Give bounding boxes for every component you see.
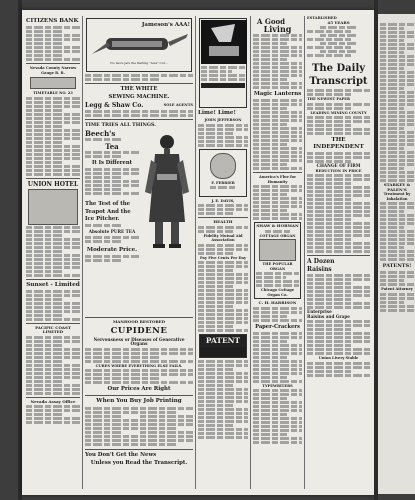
test-line1: The Test of the	[85, 201, 131, 207]
column-rule	[82, 16, 83, 489]
timetable-heading: TIMETABLE NO. 23	[33, 91, 73, 95]
railroad-heading: Nevada County Narrow Gauge R. R.	[29, 66, 77, 75]
treatment-heading: Treatment by Inhalation	[383, 192, 411, 201]
cupidene-heading: CUPIDENE	[110, 325, 168, 336]
cures-heading: CURES WHERE EVERYTHING ELSE FAILS.	[95, 363, 183, 368]
train-engraving	[30, 77, 76, 89]
phonograph-advert	[199, 18, 247, 108]
column-1	[26, 16, 80, 490]
column-rule	[195, 16, 196, 489]
bank-title: CITIZENS BANK	[26, 18, 79, 24]
column-4	[253, 16, 302, 490]
newest-heading: THE NEWEST PAPER	[307, 97, 351, 101]
test-line2: Teapot And the	[85, 209, 131, 215]
prices-heading: Our Prices Are Right	[107, 386, 171, 392]
pacific-heading: PACIFIC COAST LIMITED	[35, 324, 71, 334]
machine-line1: THE WHITE	[120, 86, 158, 92]
times-heading: TIME TRIES ALL THINGS.	[85, 122, 156, 128]
raisins-heading: Raisins	[307, 266, 332, 273]
transcript-heading: Transcript	[309, 76, 368, 87]
magic-heading: Magic Lanterns	[253, 91, 302, 97]
shaw-heading: SHAW & HOBMAN	[256, 223, 299, 228]
job-printing-heading: When You Buy Job Printing	[96, 398, 182, 404]
advert-tagline: No more jars the Darling "AAA" Cut...	[110, 61, 168, 65]
moderate-price: Moderate Price.	[86, 246, 138, 253]
advert-title: Jameson's AAA!	[141, 22, 190, 28]
america-heading: America's Flue for Humanity	[259, 175, 296, 184]
fidelity-heading: Fidelity Mutual Aid Association	[203, 233, 243, 242]
health-heading: HEALTH	[213, 219, 233, 224]
news-line1: You Don't Get the News	[85, 452, 157, 458]
legg-shaw: Legg & Shaw Co.	[85, 102, 144, 109]
independent-heading: THE INDEPENDENT	[313, 137, 364, 150]
newspaper-page	[22, 10, 374, 495]
organ-advert	[254, 222, 301, 299]
lime-heading: Lime! Lime!	[198, 110, 236, 116]
news-line2: Unless you Read the Transcript.	[90, 460, 188, 466]
chinese-figure-illustration	[143, 130, 191, 252]
years-label: 45 YEARS	[327, 19, 350, 25]
popular-heading: THE POPULAR ORGAN	[262, 262, 293, 271]
organ-image	[259, 239, 296, 261]
leading-heading: LEADING MINING COUNTY	[310, 110, 367, 115]
union-heading: Union Livery Stable	[318, 356, 359, 360]
column-rule	[250, 16, 251, 489]
machine-line2: SEWING MACHINE.	[108, 94, 170, 100]
dozen-heading: A Dozen	[307, 258, 335, 265]
manhood-heading: MANHOOD RESTORED	[112, 319, 166, 324]
portrait-image	[210, 153, 236, 179]
starkey-heading: STARKEY & PALEN'S	[383, 182, 411, 192]
enterprise-heading: Enterprise	[307, 309, 332, 314]
column-2	[85, 16, 193, 490]
column-3	[198, 16, 248, 490]
column-5	[307, 16, 370, 490]
absolute-tea: Absolute PURE TEA	[88, 229, 136, 234]
column-rule	[304, 16, 305, 489]
different-heading: It Is Different	[91, 160, 132, 166]
patents-heading: PATENTS!	[382, 263, 412, 269]
cottage-heading: COTTAGE ORGAN	[259, 233, 296, 238]
facing-page	[378, 14, 415, 494]
ferrier-name: F. FERRIER	[211, 180, 235, 185]
good-heading: A Good	[257, 17, 286, 26]
sole-agents: SOLE AGENTS	[163, 103, 193, 108]
grape-heading: Raisins and Grape	[307, 313, 350, 319]
beech-heading: Beech's	[85, 129, 116, 138]
hotel-heading: UNION HOTEL	[27, 180, 79, 188]
daily-heading: The Daily	[311, 63, 366, 74]
mason-name: J. E. DAVIS,	[211, 198, 235, 203]
change-heading: CHANGE OF FIRM	[316, 163, 361, 168]
knife-illustration	[88, 30, 192, 60]
patent-label: PATENT	[200, 335, 246, 347]
living-heading: Living	[263, 24, 292, 34]
typewriters-heading: TYPEWRITERS	[262, 383, 293, 388]
column-6	[380, 22, 414, 494]
tea-heading: Tea	[105, 142, 119, 151]
attorney-heading: Patent Attorney	[381, 287, 413, 291]
nerve-heading: Nervousness or Diseases of Generative Organs	[93, 336, 185, 346]
established-label: ESTABLISHED	[307, 16, 337, 20]
dahl-name: JOHN JEFFERSON	[204, 118, 242, 122]
harrison-heading: C. H. HARRISON	[258, 300, 297, 305]
patent-block	[199, 334, 247, 358]
hotel-engraving	[28, 189, 78, 225]
paper-heading: Paper-Crackers	[255, 323, 300, 330]
knife-advert	[86, 18, 192, 72]
reduction-heading: REDUCTION IN PRICE	[315, 168, 362, 173]
pays-heading: Pay Five Cents Per Day	[199, 255, 247, 260]
sunset-heading: Sunset - Limited	[26, 281, 80, 288]
phonograph-illustration	[201, 20, 247, 64]
test-line3: Ice Pitcher.	[85, 216, 120, 222]
chicago-heading: Chicago Cottage Organ Co.	[260, 288, 295, 297]
portrait-advert	[199, 149, 247, 197]
assay-heading: Nevada Assay Office	[30, 398, 76, 404]
